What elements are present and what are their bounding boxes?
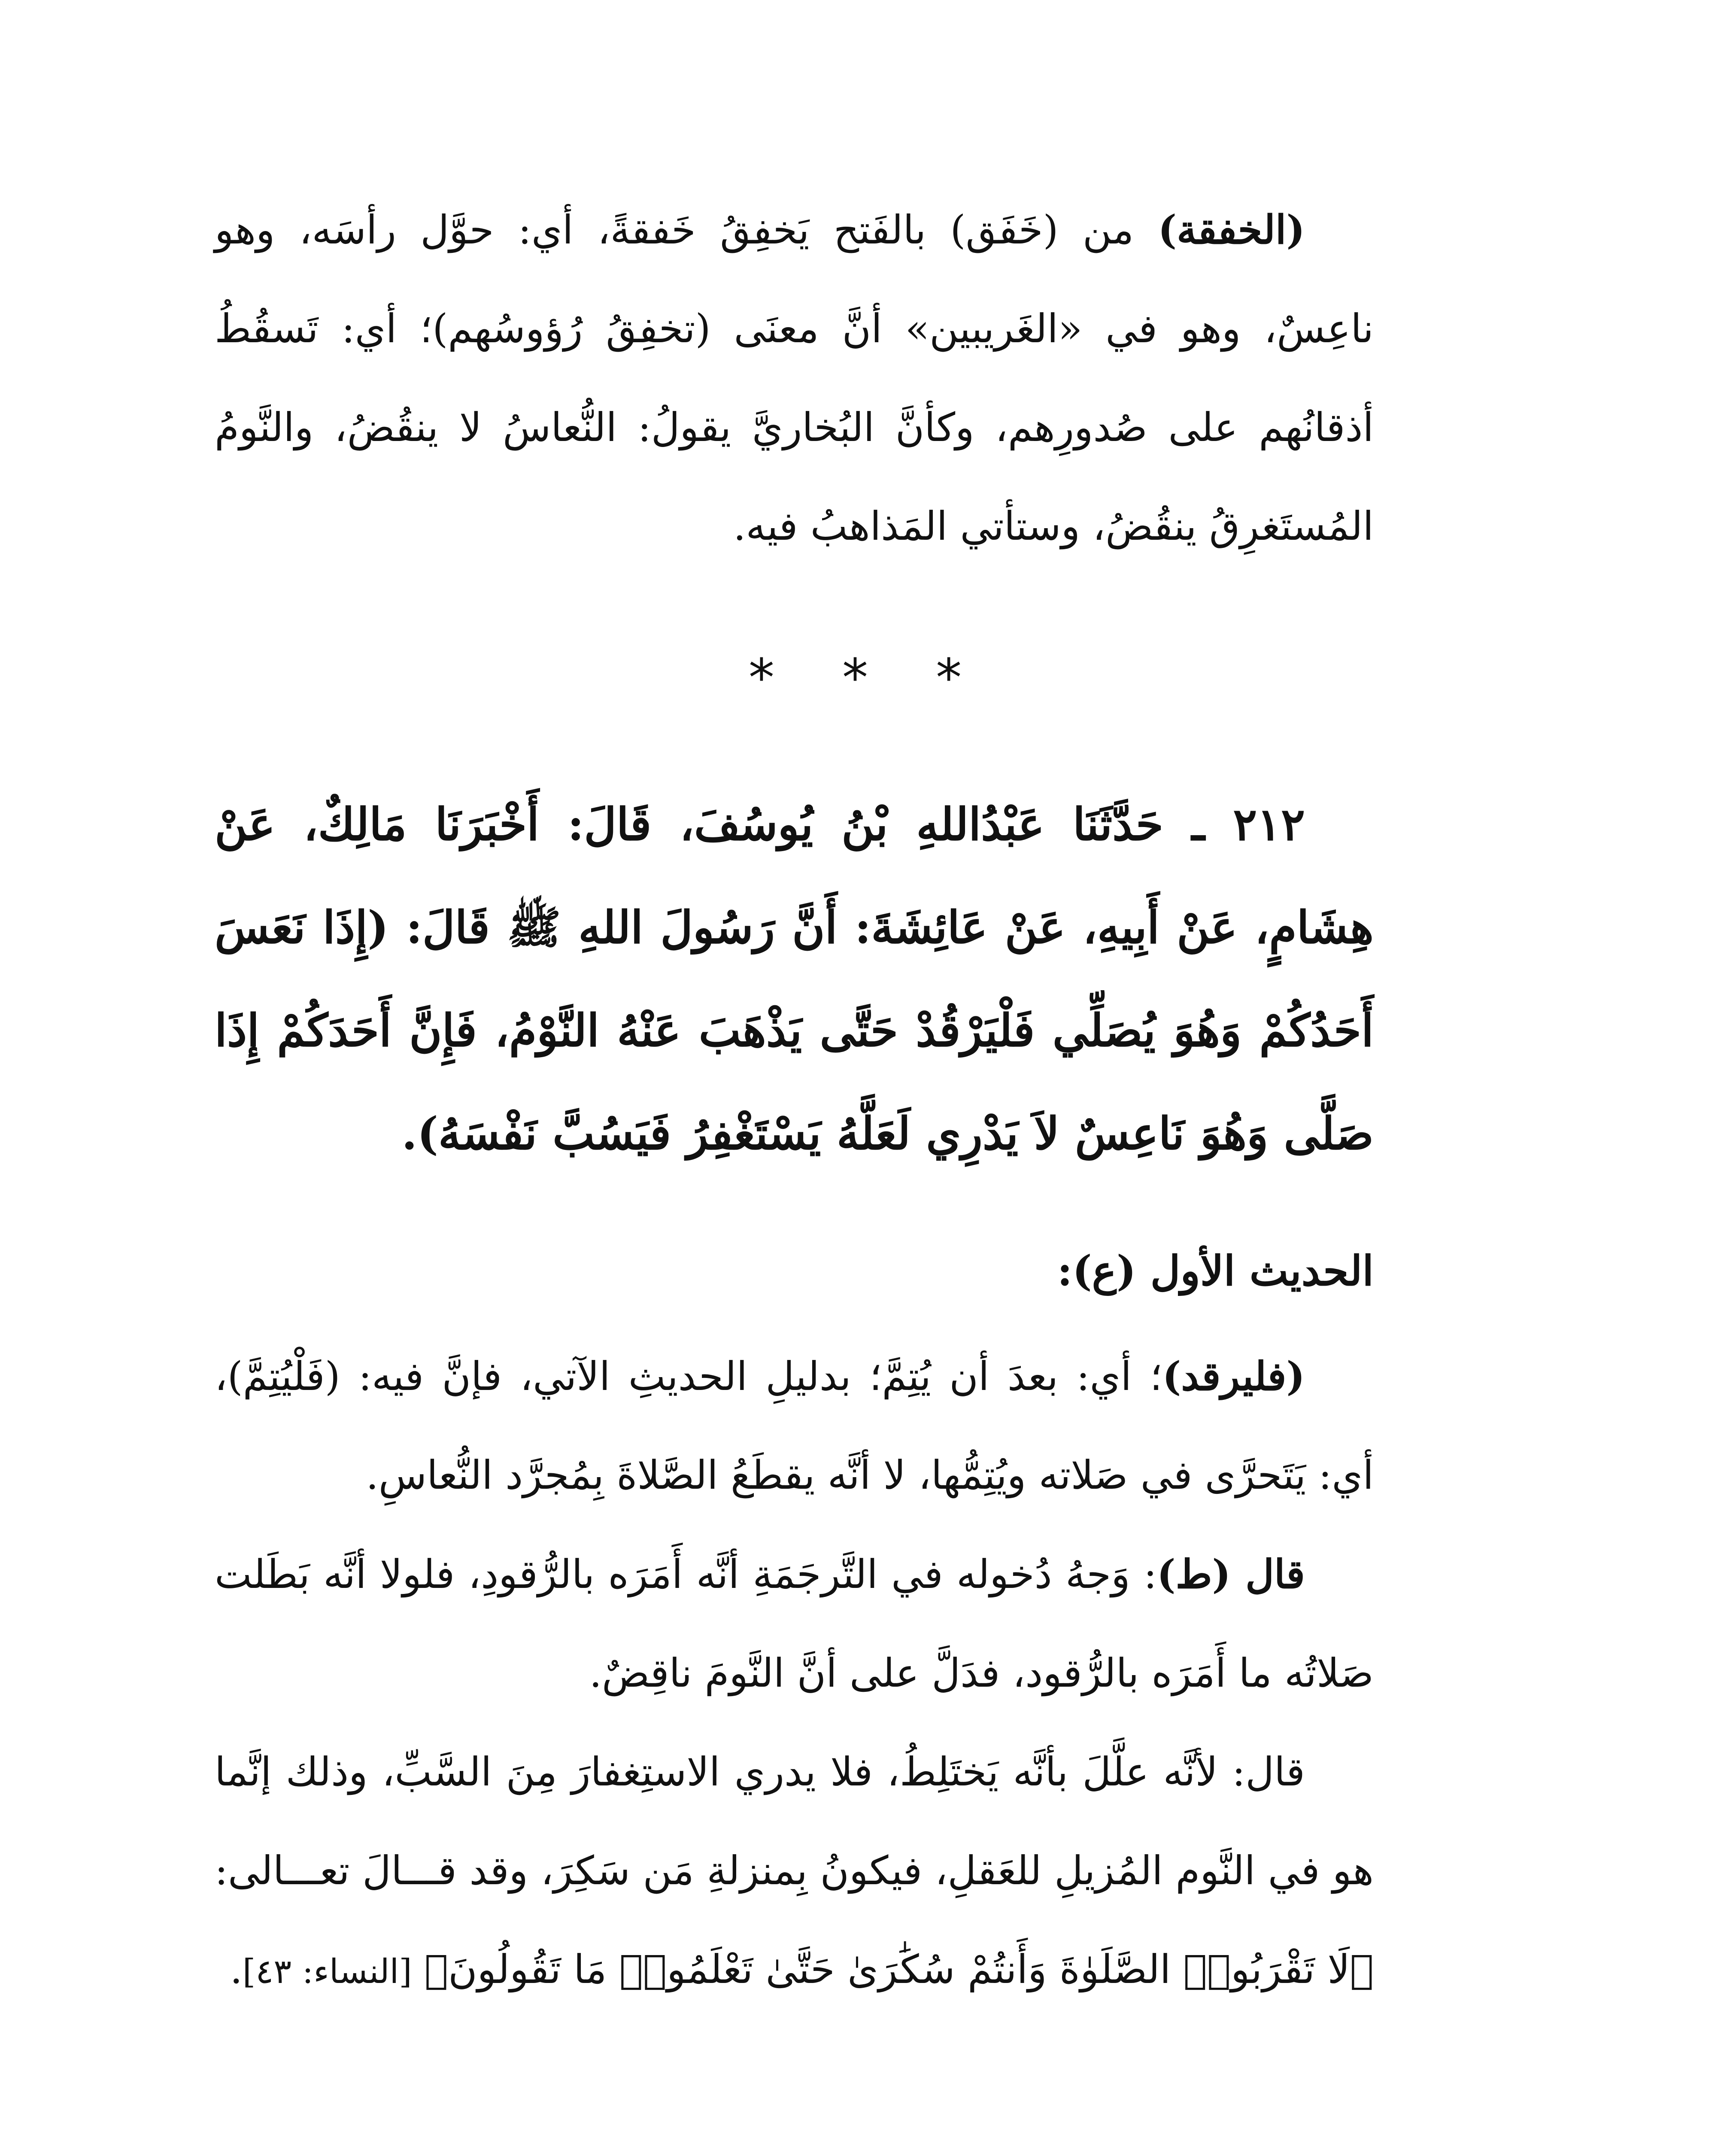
hadith-text: ٢١٢ ـ حَدَّثَنَا عَبْدُاللهِ بْنُ يُوسُفَ، قَالَ: أَخْبَرَنَا مَالِكٌ، عَنْ هِشَامٍ، عَنْ أَبِيهِ، عَنْ عَائِشَةَ: أَنَّ رَسُولَ اللهِ ﷺ قَالَ: (إِذَا نَعَسَ أَحَدُكُمْ وَهُوَ يُصَلِّي فَلْيَرْقُدْ حَتَّى يَذْهَبَ عَنْهُ النَّوْمُ، فَإِنَّ أَحَدَكُمْ إِذَا صَلَّى وَهُوَ نَاعِسٌ لاَ يَدْرِي لَعَلَّهُ يَسْتَغْفِرُ فَيَسُبَّ نَفْسَهُ). [215,798,1374,1160]
paragraph-2 [215,1525,1374,1723]
verse-citation: [النساء: ٤٣] [242,1952,412,1991]
commentary-top [215,180,1374,576]
paragraph-1-term: (فليرقد) [1162,1353,1305,1399]
paragraph-3-text: قال: لأنَّه علَّلَ بأنَّه يَختَلِطُ، فلا يدري الاستِغفارَ مِنَ السَّبِّ، وذلك إنَّما هو في النَّوم المُزيلِ للعَقلِ، فيكونُ بِمنزلةِ مَن سَكِرَ، وقد قـــالَ تعـــالى: [215,1749,1374,1894]
paragraph-3 [215,1723,1374,2021]
quran-verse: ﴿لَا تَقْرَبُوا۟ الصَّلَوٰةَ وَأَنتُمْ سُكَٰرَىٰ حَتَّىٰ تَعْلَمُوا۟ مَا تَقُولُونَ﴾ [424,1946,1374,1992]
commentary-paragraph [215,180,1374,576]
commentary-body [215,1327,1374,2021]
glossed-term: (الخفقة) [1158,207,1305,253]
paragraph-3-end: . [230,1946,243,1992]
section-heading-block [215,1228,1374,1314]
paragraph-2-term: قال (ط) [1156,1551,1305,1597]
hadith-block [215,773,1374,1185]
paragraph-1-text: ؛ أي: بعدَ أن يُتِمَّ؛ بدليلِ الحديثِ الآتي، فإنَّ فيه: (فَلْيُتِمَّ)، أي: يَتَحرَّى في صَلاته ويُتِمُّها، لا أنَّه يقطَعُ الصَّلاةَ بِمُجرَّد النُّعاسِ. [215,1353,1374,1498]
section-separator: * * * [748,648,988,708]
section-heading: الحديث الأول (ع): [1057,1247,1374,1295]
commentary-text: من (خَفَق) بالفَتح يَخفِقُ خَفقةً، أي: حوَّل رأسَه، وهو ناعِسٌ، وهو في «الغَريبين» أنَّ معنَى (تخفِقُ رُؤوسُهم)؛ أي: تَسقُطُ أذقانُهم على صُدورِهم، وكأنَّ البُخاريَّ يقولُ: النُّعاسُ لا ينقُضُ، والنَّومُ المُستَغرِقُ ينقُضُ، وستأتي المَذاهبُ فيه. [215,207,1374,549]
paragraph-2-text: : وَجهُ دُخوله في التَّرجَمَةِ أنَّه أَمَرَه بالرُّقودِ، فلولا أنَّه بَطَلت صَلاتُه ما أَمَرَه بالرُّقود، فدَلَّ على أنَّ النَّومَ ناقِضٌ. [215,1551,1374,1696]
paragraph-1 [215,1327,1374,1525]
